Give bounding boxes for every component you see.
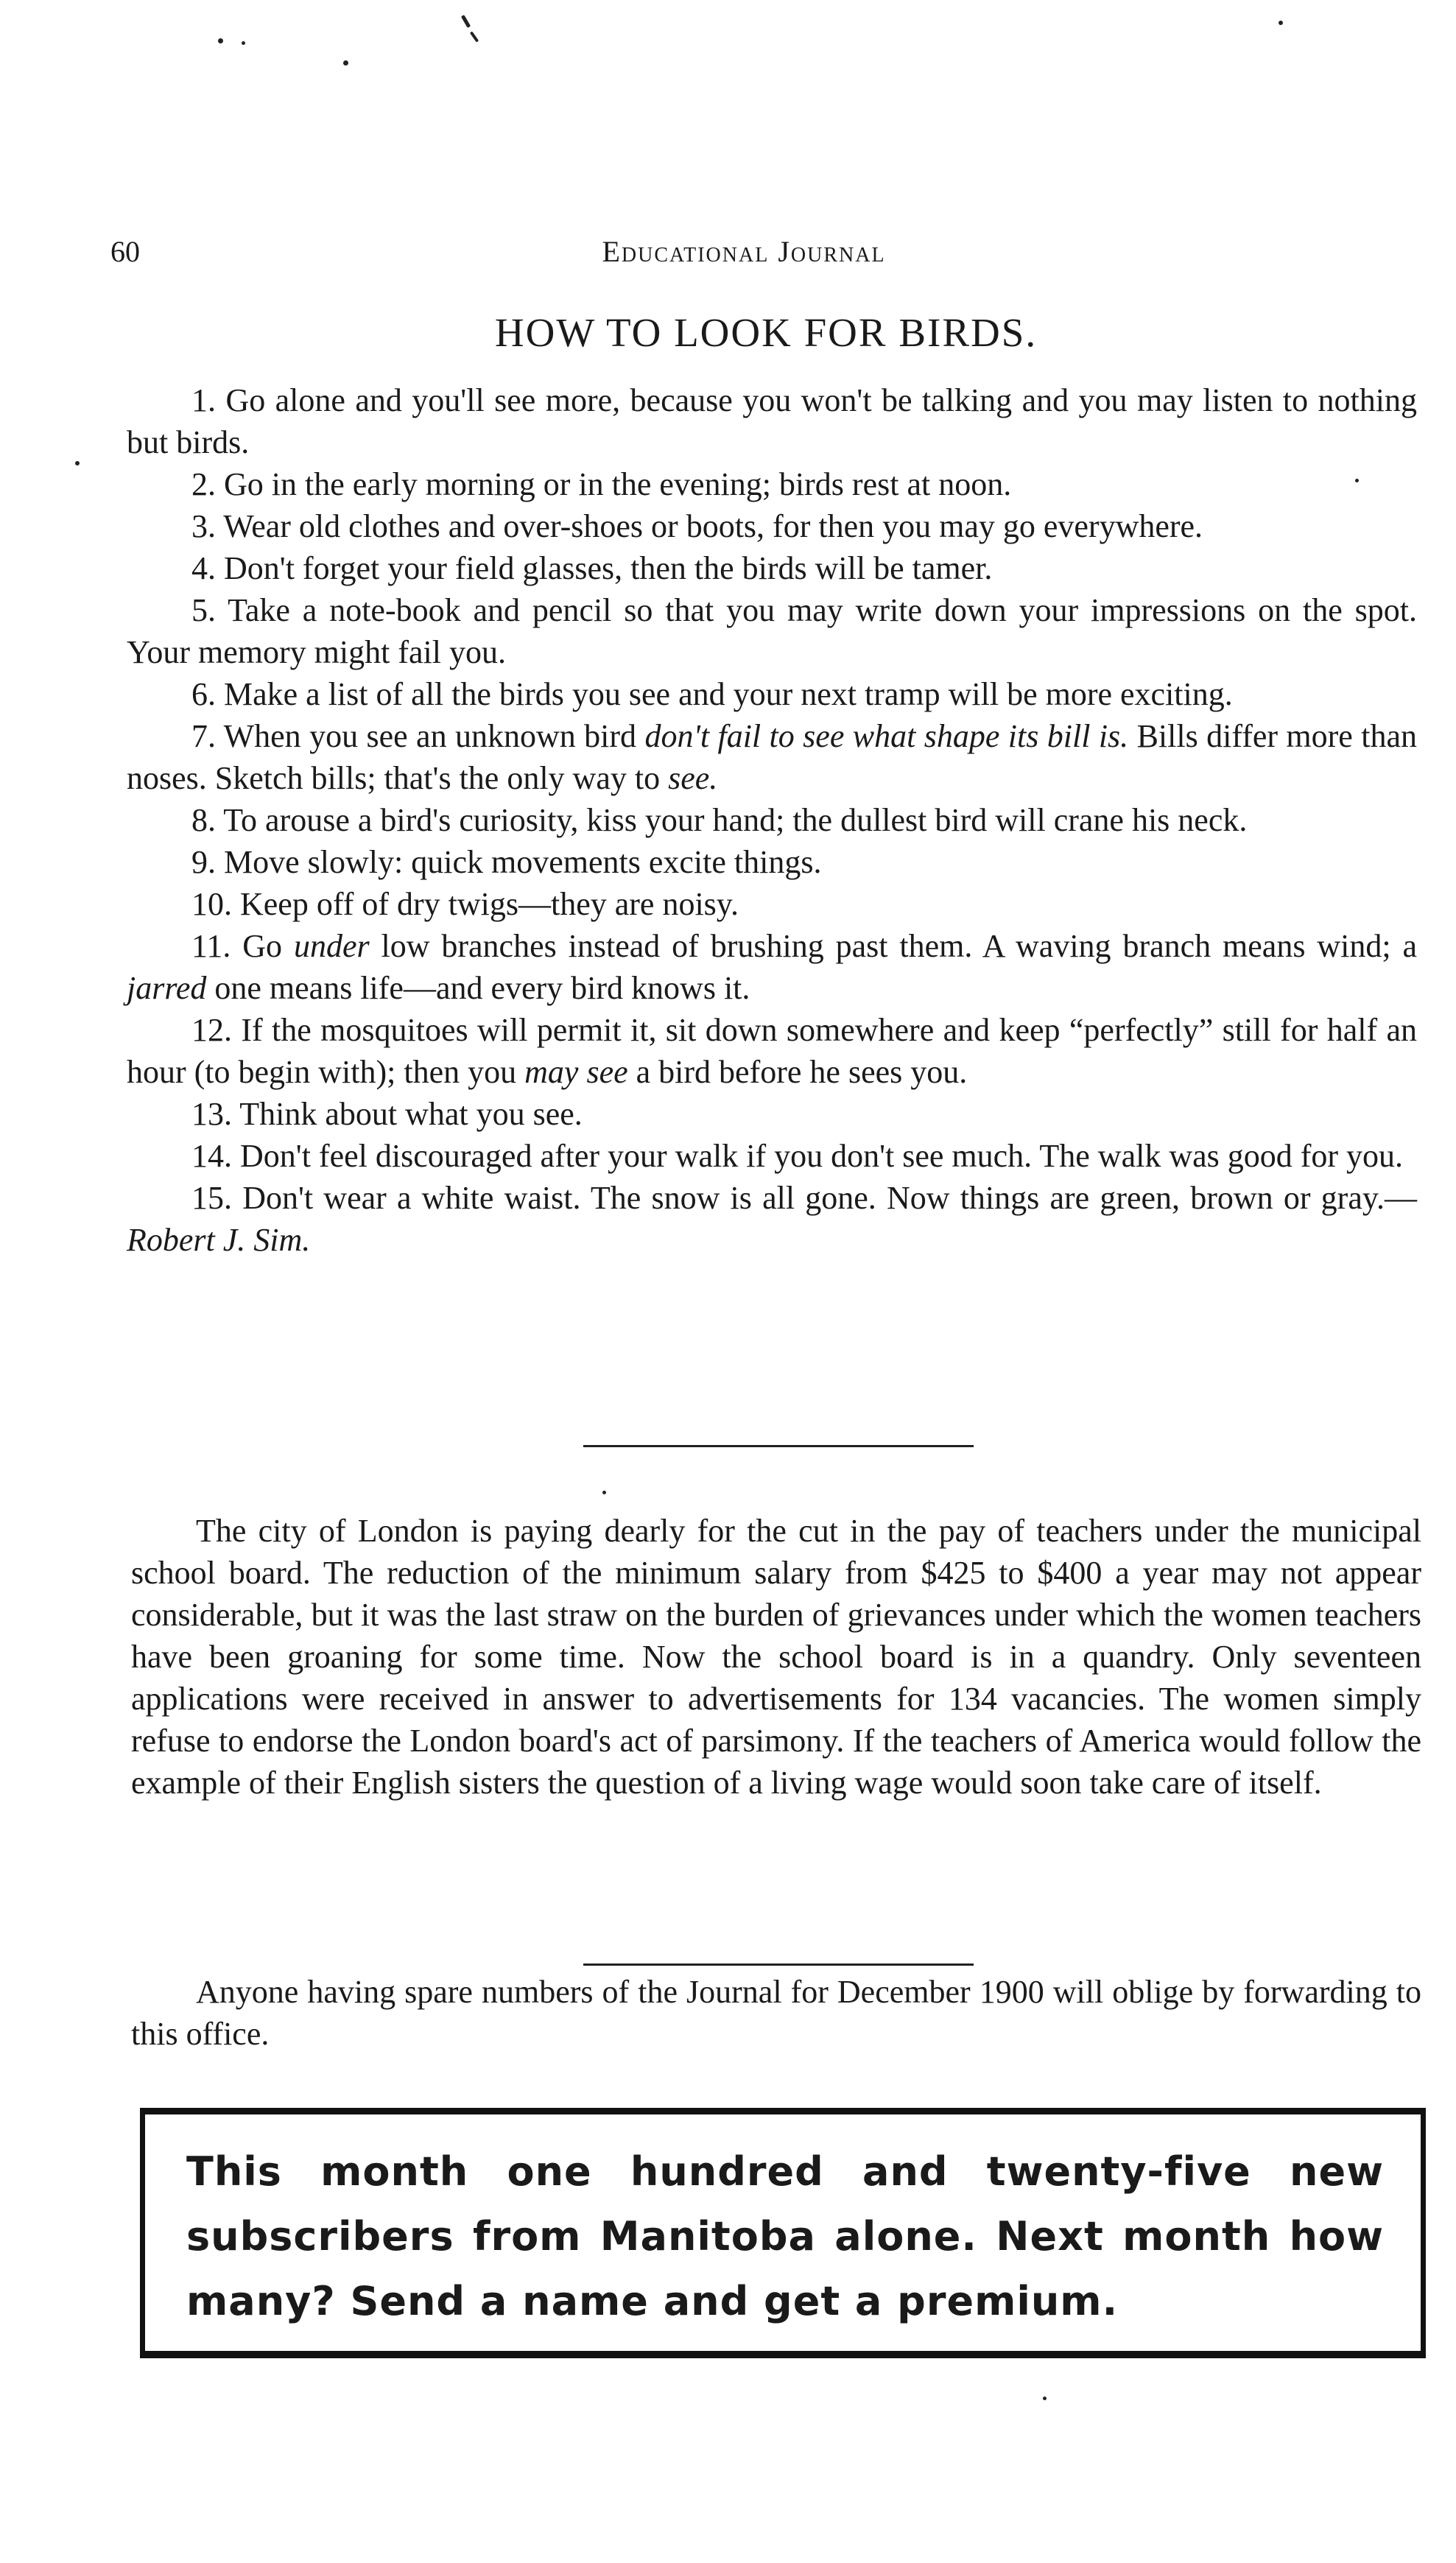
list-item: 7. When you see an unknown bird don't fail to see what shape its bill is. Bills differ more than noses. Sketch bills; that's the only way to see. (127, 718, 1417, 796)
scan-speck (470, 31, 479, 42)
page-number: 60 (110, 235, 140, 268)
scan-speck (343, 60, 348, 66)
list-item: 4. Don't forget your field glasses, then the birds will be tamer. (191, 550, 993, 586)
scan-speck (1279, 21, 1283, 25)
list-item: 8. To arouse a bird's curiosity, kiss your hand; the dullest bird will crane his neck. (191, 802, 1248, 838)
section-divider (583, 1445, 974, 1447)
section-divider (583, 1963, 974, 1966)
scan-speck (602, 1491, 606, 1494)
list-item: 11. Go under low branches instead of brushing past them. A waving branch means wind; a jarred one means life—and every bird knows it. (127, 928, 1417, 1006)
scan-speck (75, 461, 80, 465)
scan-speck (1043, 2397, 1047, 2400)
list-item: 2. Go in the early morning or in the evening; birds rest at noon. (191, 466, 1012, 502)
article-title: HOW TO LOOK FOR BIRDS. (494, 310, 1038, 355)
scan-speck (242, 41, 245, 45)
scan-speck (461, 15, 471, 28)
journal-name: Educational Journal (602, 235, 886, 268)
boxed-notice-text: This month one hundred and twenty-five new subscribers from Manitoba alone. Next month how many? Send a name and get a premium. (186, 2148, 1384, 2324)
list-item: 1. Go alone and you'll see more, because you won't be talking and you may listen to nothing but birds. (127, 382, 1417, 460)
london-paragraph: The city of London is paying dearly for the cut in the pay of teachers under the municipal school board. The reduction of the minimum salary from $425 to $400 a year may not appear considerable, but it was the last straw on the burden of grievances under which the women teachers have been groaning for some time. Now the school board is in a quandry. Only seventeen applications were received in answer to advertisements for 134 vacancies. The women simply refuse to endorse the London board's act of parsimony. If the teachers of America would follow the example of their English sisters the question of a living wage would soon take care of itself. (131, 1513, 1421, 1801)
boxed-notice (140, 2108, 1426, 2358)
running-head (110, 234, 1421, 271)
list-item: 6. Make a list of all the birds you see and your next tramp will be more exciting. (191, 676, 1233, 712)
list-item: 13. Think about what you see. (191, 1096, 583, 1132)
list-item: 14. Don't feel discouraged after your walk if you don't see much. The walk was good for you. (191, 1138, 1404, 1174)
list-item: 12. If the mosquitoes will permit it, sit down somewhere and keep “perfectly” still for half an hour (to begin with); then you may see a bird before he sees you. (127, 1012, 1418, 1090)
list-item: 3. Wear old clothes and over-shoes or boots, for then you may go everywhere. (191, 508, 1203, 544)
author-attribution: Robert J. Sim. (127, 1222, 311, 1258)
list-item: 10. Keep off of dry twigs—they are noisy. (191, 886, 739, 922)
list-item: 15. Don't wear a white waist. The snow is all gone. Now things are green, brown or gray.—Robert J. Sim. (127, 1180, 1418, 1258)
list-item: 5. Take a note-book and pencil so that you may write down your impressions on the spot. Your memory might fail you. (127, 592, 1417, 670)
scan-speck (218, 38, 223, 43)
list-item: 9. Move slowly: quick movements excite things. (191, 844, 822, 880)
tips-list (127, 379, 1417, 1261)
notice-paragraph: Anyone having spare numbers of the Journal for December 1900 will oblige by forwarding to this office. (131, 1974, 1421, 2052)
